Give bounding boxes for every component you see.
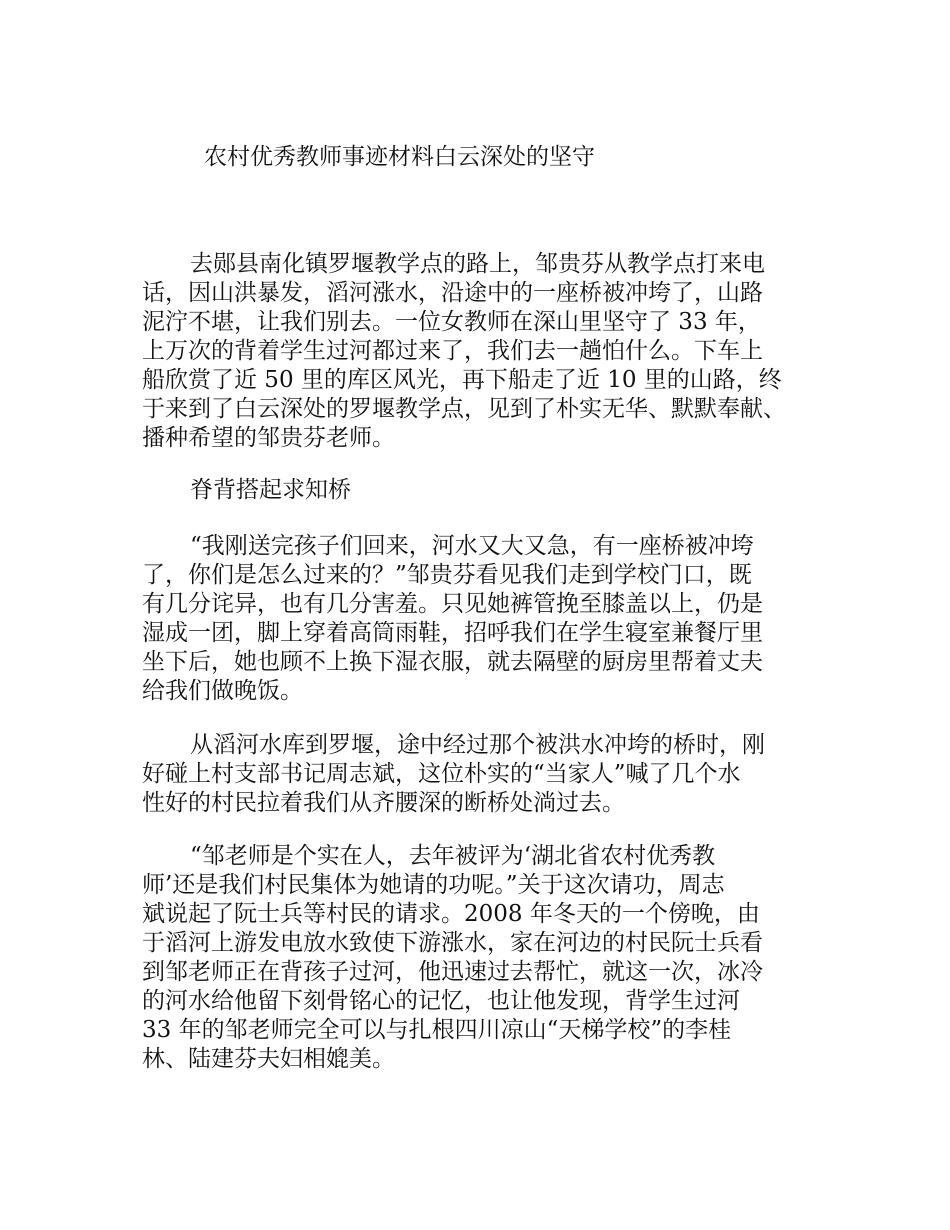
text-line: 于滔河上游发电放水致使下游涨水，家在河边的村民阮士兵看 xyxy=(142,930,763,956)
text-line: 的河水给他留下刻骨铭心的记忆，也让他发现，背学生过河 xyxy=(142,988,740,1014)
paragraph-villagers xyxy=(142,842,832,1074)
text-line: 有几分诧异，也有几分害羞。只见她裤管挽至膝盖以上，仍是 xyxy=(142,591,763,617)
document-title: 农村优秀教师事迹材料白云深处的坚守 xyxy=(204,144,595,170)
text-line: 从滔河水库到罗堰，途中经过那个被洪水冲垮的桥时，刚 xyxy=(190,732,765,758)
text-line: “我刚送完孩子们回来，河水又大又急，有一座桥被冲垮 xyxy=(190,533,754,559)
text-line: 33 年的邹老师完全可以与扎根四川凉山“天梯学校”的李桂 xyxy=(142,1017,732,1043)
text-line: 播种希望的邹贵芬老师。 xyxy=(142,425,395,451)
text-line: “邹老师是个实在人，去年被评为‘湖北省农村优秀教 xyxy=(190,843,716,869)
paragraph-intro xyxy=(142,250,832,453)
text-line: 性好的村民拉着我们从齐腰深的断桥处淌过去。 xyxy=(142,790,625,816)
text-line: 话，因山洪暴发，滔河涨水，沿途中的一座桥被冲垮了，山路 xyxy=(142,280,763,306)
text-line: 给我们做晚饭。 xyxy=(142,678,303,704)
paragraph-bridge xyxy=(142,731,832,818)
text-line: 好碰上村支部书记周志斌，这位朴实的“当家人”喊了几个水 xyxy=(142,761,741,787)
text-line: 坐下后，她也顾不上换下湿衣服，就去隔壁的厨房里帮着丈夫 xyxy=(142,649,763,675)
paragraph-arrival xyxy=(142,532,832,706)
text-line: 去郧县南化镇罗堰教学点的路上，邹贵芬从教学点打来电 xyxy=(190,251,765,277)
text-line: 斌说起了阮士兵等村民的请求。2008 年冬天的一个傍晚，由 xyxy=(142,901,760,927)
text-line: 泥泞不堪，让我们别去。一位女教师在深山里坚守了 33 年， xyxy=(142,309,761,335)
text-line: 船欣赏了近 50 里的库区风光，再下船走了近 10 里的山路，终 xyxy=(142,367,782,393)
text-line: 于来到了白云深处的罗堰教学点，见到了朴实无华、默默奉献、 xyxy=(142,396,786,422)
text-line: 林、陆建芬夫妇相媲美。 xyxy=(142,1046,395,1072)
text-line: 湿成一团，脚上穿着高筒雨鞋，招呼我们在学生寝室兼餐厅里 xyxy=(142,620,763,646)
text-line: 上万次的背着学生过河都过来了，我们去一趟怕什么。下车上 xyxy=(142,338,763,364)
text-line: 了，你们是怎么过来的？”邹贵芬看见我们走到学校门口，既 xyxy=(142,562,752,588)
text-line: 师’还是我们村民集体为她请的功呢。”关于这次请功，周志 xyxy=(142,872,725,898)
section-heading: 脊背搭起求知桥 xyxy=(190,477,351,503)
text-line: 到邹老师正在背孩子过河，他迅速过去帮忙，就这一次，冰冷 xyxy=(142,959,763,985)
